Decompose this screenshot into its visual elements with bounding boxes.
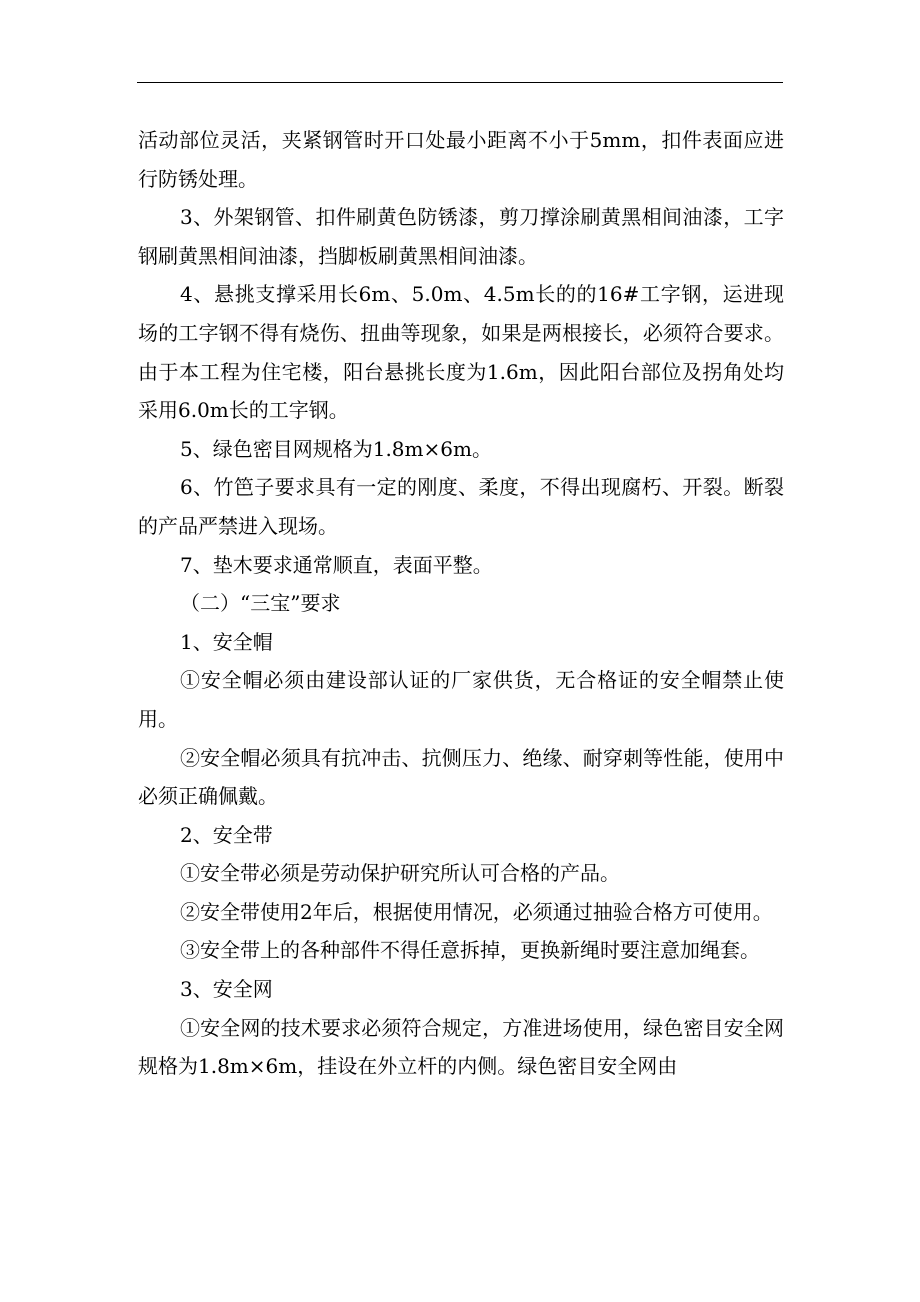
paragraph: 活动部位灵活，夹紧钢管时开口处最小距离不小于5mm，扣件表面应进行防锈处理。 bbox=[138, 128, 784, 191]
paragraph: 7、垫木要求通常顺直，表面平整。 bbox=[180, 552, 493, 577]
paragraph: ③安全带上的各种部件不得任意拆掉，更换新绳时要注意加绳套。 bbox=[180, 938, 760, 963]
paragraph: 6、竹笆子要求具有一定的刚度、柔度，不得出现腐朽、开裂。断裂的产品严禁进入现场。 bbox=[138, 475, 784, 538]
paragraph: 4、悬挑支撑采用长6m、5.0m、4.5m长的的16#工字钢，运进现场的工字钢不得有烧伤、扭曲等现象，如果是两根接长，必须符合要求。由于本工程为住宅楼，阳台悬挑长度为1.6m，因此阳台部位及拐角处均采用6.0m长的工字钢。 bbox=[138, 282, 784, 423]
section-heading: （二）“三宝”要求 bbox=[180, 591, 341, 616]
subsection-heading: 1、安全帽 bbox=[180, 629, 273, 654]
document-body bbox=[138, 121, 784, 1086]
paragraph: ②安全帽必须具有抗冲击、抗侧压力、绝缘、耐穿刺等性能，使用中必须正确佩戴。 bbox=[138, 745, 784, 809]
paragraph: ①安全网的技术要求必须符合规定，方准进场使用，绿色密目安全网规格为1.8m×6m，挂设在外立杆的内侧。绿色密目安全网由 bbox=[138, 1015, 784, 1079]
paragraph: ①安全带必须是劳动保护研究所认可合格的产品。 bbox=[180, 861, 620, 886]
paragraph: 3、外架钢管、扣件刷黄色防锈漆，剪刀撑涂刷黄黑相间油漆，工字钢刷黄黑相间油漆，挡脚板刷黄黑相间油漆。 bbox=[138, 205, 784, 268]
paragraph: 5、绿色密目网规格为1.8m×6m。 bbox=[180, 436, 492, 461]
subsection-heading: 2、安全带 bbox=[180, 822, 273, 847]
paragraph: ①安全帽必须由建设部认证的厂家供货，无合格证的安全帽禁止使用。 bbox=[138, 668, 784, 731]
header-rule bbox=[137, 82, 783, 83]
paragraph: ②安全带使用2年后，根据使用情况，必须通过抽验合格方可使用。 bbox=[180, 899, 773, 924]
subsection-heading: 3、安全网 bbox=[180, 977, 273, 1002]
